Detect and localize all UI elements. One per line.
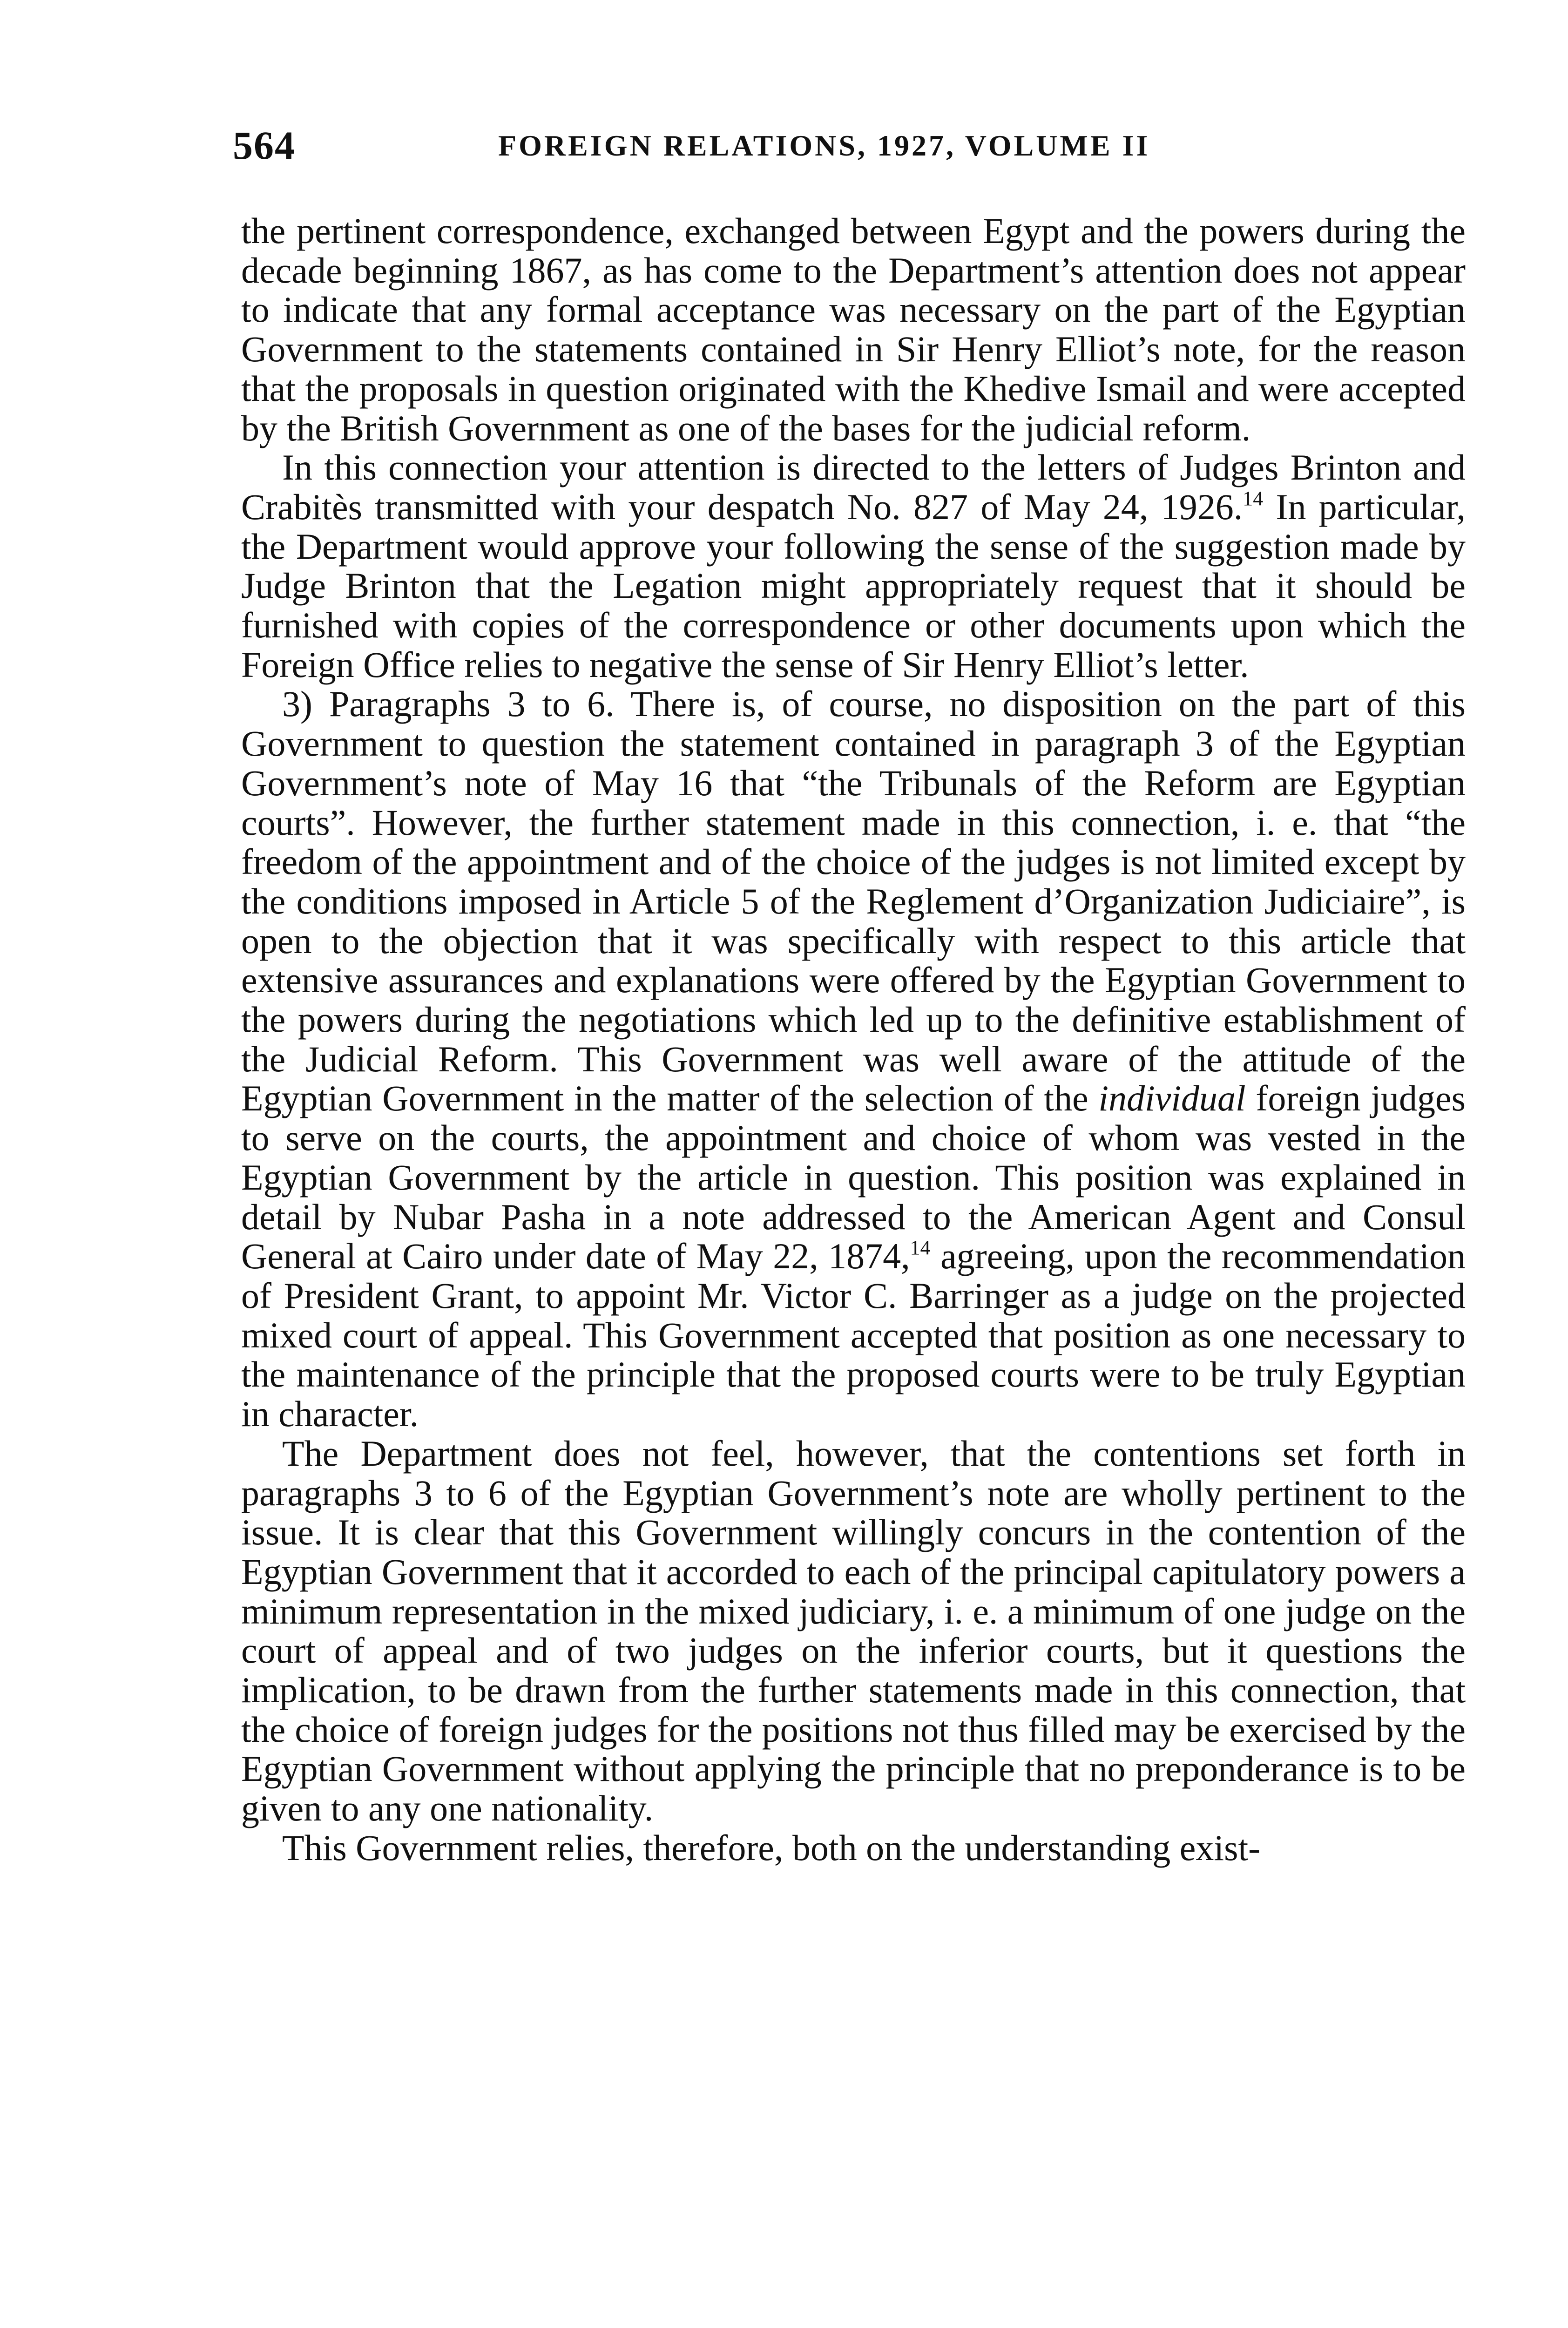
paragraph-letters-of-judges — [241, 448, 1466, 684]
paragraph-government-relies: This Government relies, therefore, both on the understanding exist- — [282, 1827, 1261, 1868]
paragraph-continued: the pertinent correspondence, exchanged between Egypt and the powers during the decade beginning 1867, as has come to the Department’s attention does not appear to indicate that any formal acceptance was necessary on the part of the Egyptian Government to the statements contained in Sir Henry Elliot’s note, for the reason that the proposals in question originated with the Khedive Ismail and were accepted by the British Government as one of the bases for the judicial reform. — [241, 210, 1466, 448]
paragraph-text: 3) Paragraphs 3 to 6. There is, of course, no disposition on the part of this Government to question the statement contained in paragraph 3 of the Egyptian Government’s note of May 16 that “the Tribunals of the Reform are Egyptian courts”. However, the further statement made in this connection, i. e. that “the freedom of the appointment and of the choice of the judges is not limited except by the conditions imposed in Article 5 of the Reglement d’Organization Judiciaire”, is open to the objection that it was specifically with respect to this article that extensive assurances and explanations were offered by the Egyptian Government to the powers during the negotiations which led up to the definitive establishment of the Judicial Reform. This Government was well aware of the attitude of the Egyptian Government in the matter of the selection of the — [241, 684, 1466, 1119]
footnote-reference: 14 — [910, 1236, 931, 1259]
page-header — [233, 122, 1480, 183]
page-number: 564 — [233, 123, 296, 168]
paragraph-text: foreign judges to serve on the courts, the appointment and choice of whom was vested in the Egyptian Government by the article in question. This position was explained in detail by Nubar Pasha in a note addressed to the American Agent and Consul General at Cairo under date of May 22, 1874, — [241, 1078, 1466, 1277]
body-text — [241, 211, 1466, 1868]
paragraph-paragraphs-3-to-6 — [241, 684, 1466, 1434]
paragraph-text: In this connection your attention is directed to the letters of Judges Brinton and Crabitès transmitted with your despatch No. 827 of May 24, 1926. — [241, 447, 1466, 527]
paragraph-text: agreeing, upon the recommendation of President Grant, to appoint Mr. Victor C. Barringer as a judge on the projected mixed court of appeal. This Government accepted that position as one necessary to the maintenance of the principle that the proposed courts were to be truly Egyptian in character. — [241, 1236, 1466, 1435]
italic-emphasis: individual — [1098, 1078, 1246, 1119]
paragraph-text: In particular, the Department would approve your following the sense of the suggestion made by Judge Brinton that the Legation might appropriately request that it should be furnished with copies of the correspondence or other documents upon which the Foreign Office relies to negative the sense of Sir Henry Elliot’s letter. — [241, 486, 1466, 685]
paragraph-department-contentions: The Department does not feel, however, that the contentions set forth in paragraphs 3 to 6 of the Egyptian Government’s note are wholly pertinent to the issue. It is clear that this Government willingly concurs in the contention of the Egyptian Government that it accorded to each of the principal capitulatory powers a minimum representation in the mixed judiciary, i. e. a minimum of one judge on the court of appeal and of two judges on the inferior courts, but it questions the implication, to be drawn from the further statements made in this connection, that the choice of foreign judges for the positions not thus filled may be exercised by the Egyptian Government without applying the principle that no preponderance is to be given to any one nationality. — [241, 1433, 1466, 1829]
running-title: FOREIGN RELATIONS, 1927, VOLUME II — [498, 129, 1150, 162]
footnote-reference: 14 — [1243, 487, 1264, 510]
